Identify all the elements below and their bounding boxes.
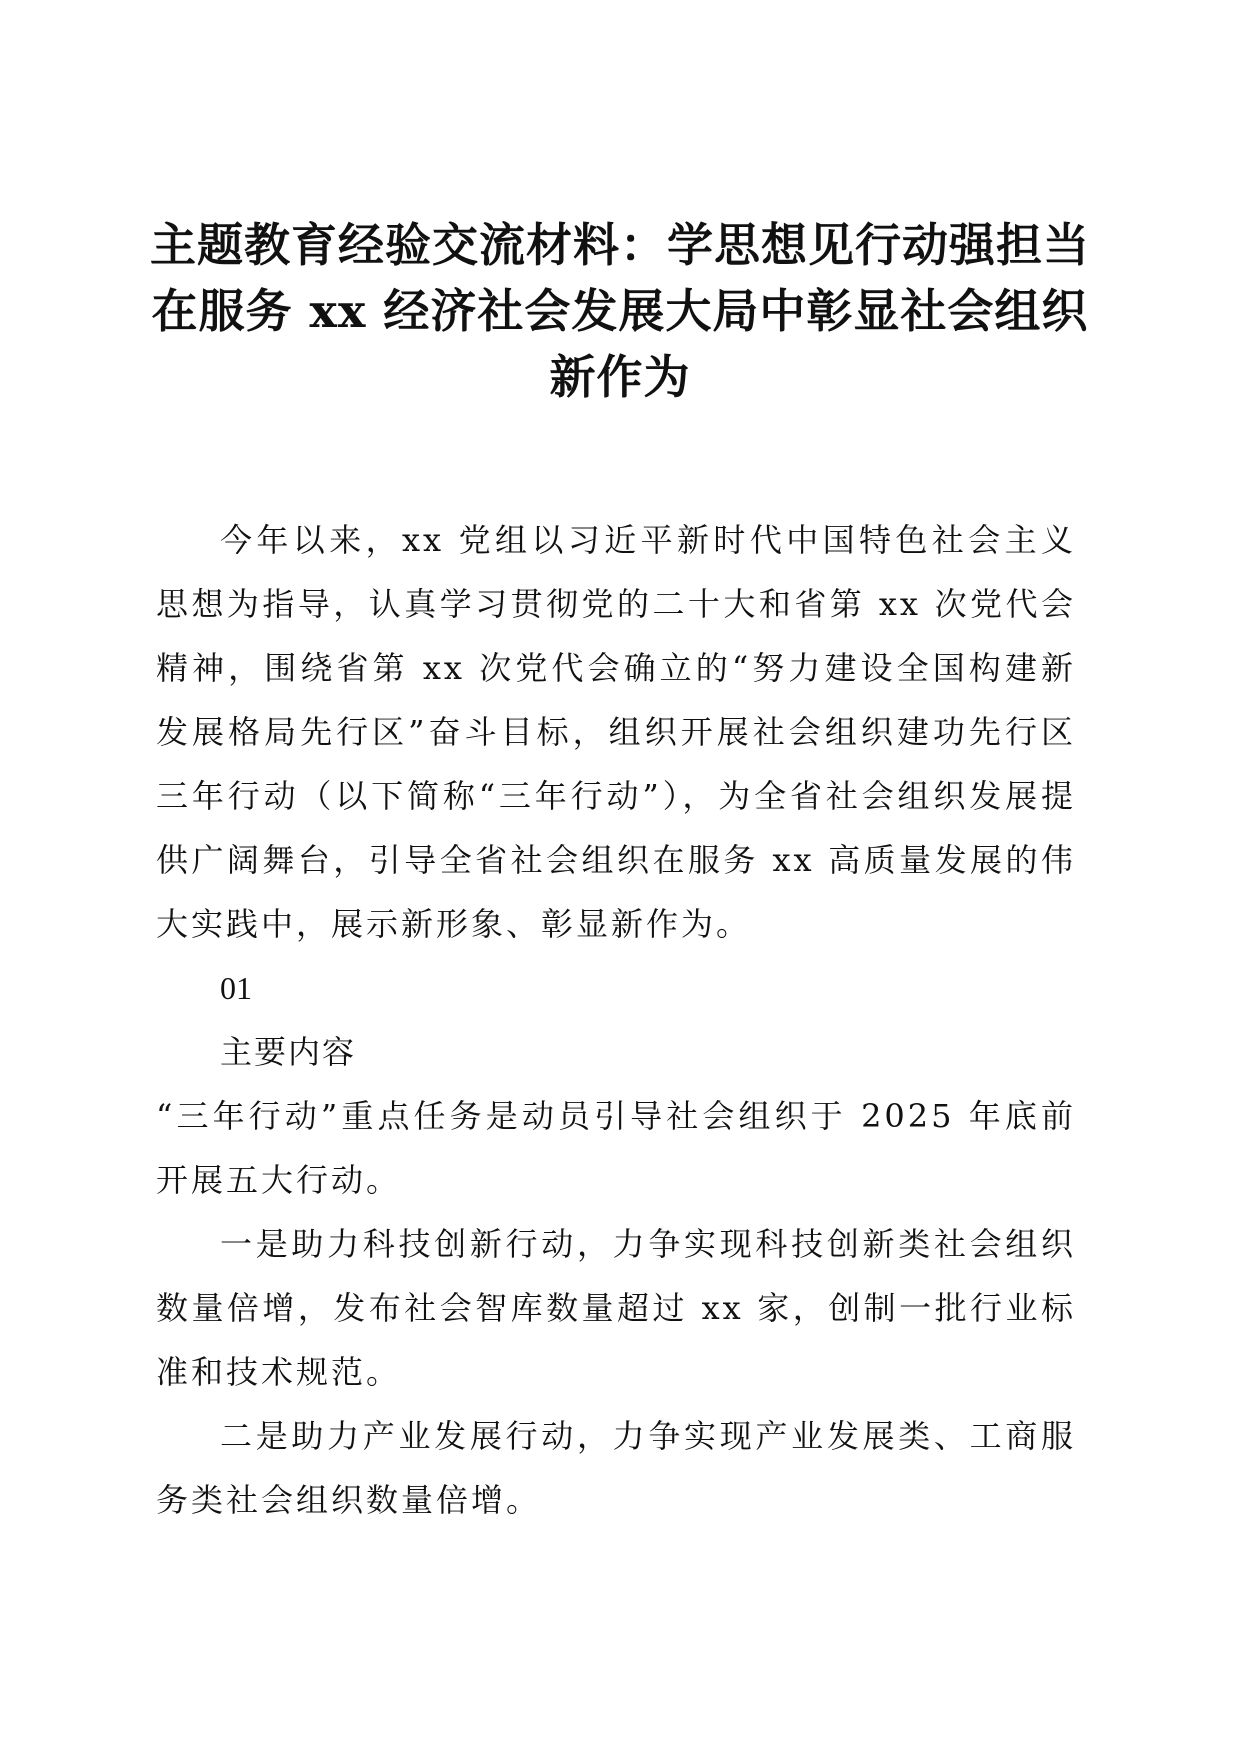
action-one-paragraph: 一是助力科技创新行动，力争实现科技创新类社会组织数量倍增，发布社会智库数量超过 xx 家，创制一批行业标准和技术规范。 [156, 1225, 1076, 1391]
document-body [156, 508, 1076, 1532]
action-two-paragraph: 二是助力产业发展行动，力争实现产业发展类、工商服务类社会组织数量倍增。 [156, 1417, 1076, 1519]
title-line-2: 在服务 xx 经济社会发展大局中彰显社会组织 [151, 284, 1089, 338]
section-number: 01 [220, 970, 252, 1006]
section-heading: 主要内容 [220, 1033, 357, 1071]
title-line-3: 新作为 [549, 350, 691, 404]
intro-paragraph: 今年以来，xx 党组以习近平新时代中国特色社会主义思想为指导，认真学习贯彻党的二十大和省第 xx 次党代会精神，围绕省第 xx 次党代会确立的“努力建设全国构建新发展格局先行区”奋斗目标，组织开展社会组织建功先行区三年行动（以下简称“三年行动”），为全省社会组织发展提供广阔舞台，引导全省社会组织在服务 xx 高质量发展的伟大实践中，展示新形象、彰显新作为。 [156, 521, 1076, 943]
three-year-action-paragraph: “三年行动”重点任务是动员引导社会组织于 2025 年底前开展五大行动。 [156, 1097, 1076, 1199]
document-title [150, 212, 1090, 410]
title-line-1: 主题教育经验交流材料：学思想见行动强担当 [150, 218, 1090, 272]
